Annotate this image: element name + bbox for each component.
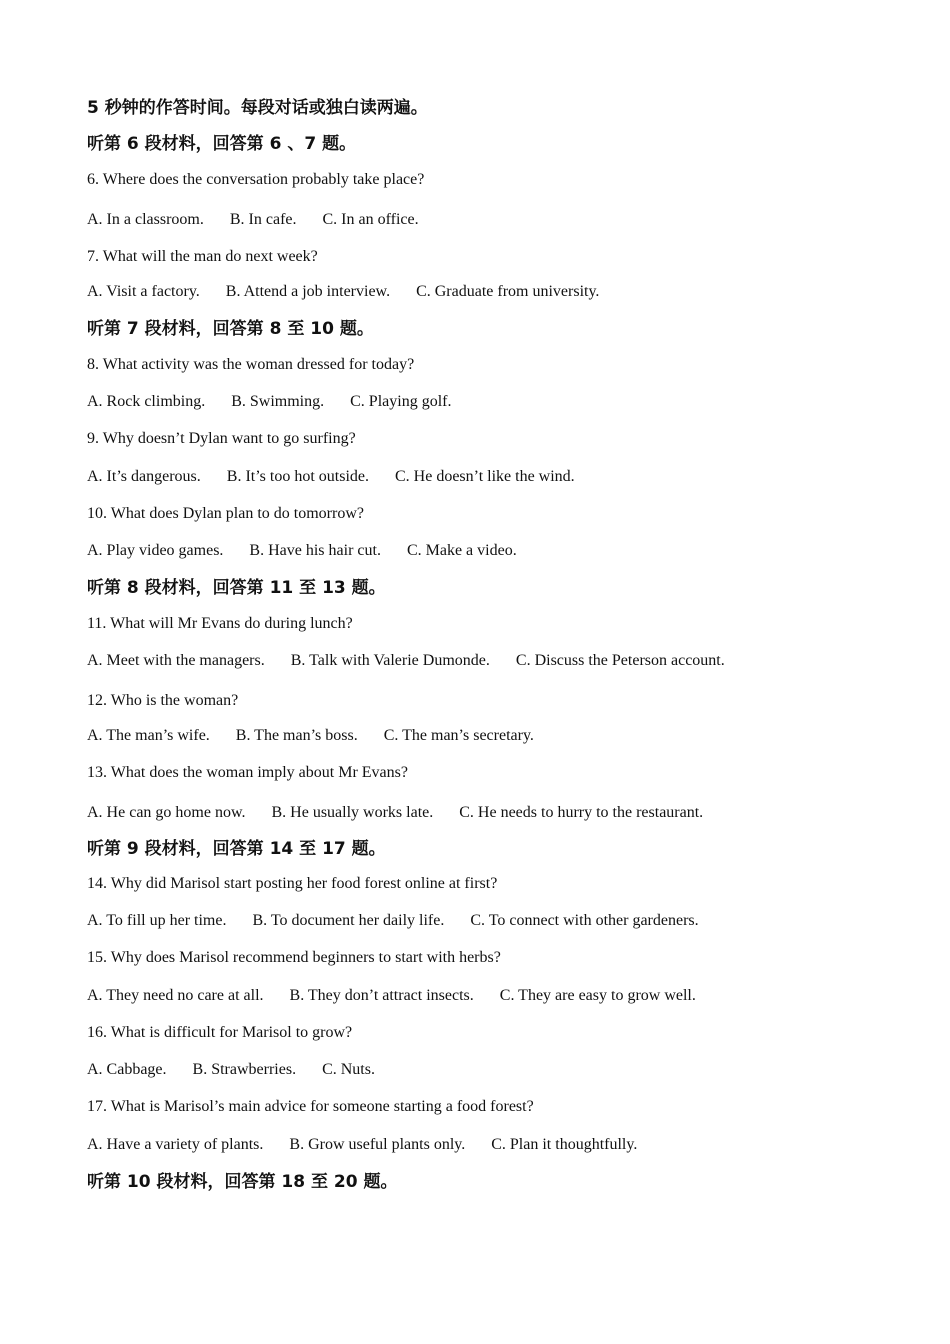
option-b: B. It’s too hot outside. <box>226 468 369 485</box>
option-c: C. Make a video. <box>406 542 517 559</box>
option-b: B. Strawberries. <box>192 1061 297 1078</box>
option-row <box>87 803 729 823</box>
question-text: 14. Why did Marisol start posting her food forest online at first? <box>87 875 498 892</box>
question-text: 8. What activity was the woman dressed for today? <box>87 356 415 373</box>
option-b: B. In cafe. <box>229 211 297 228</box>
question-text: 16. What is difficult for Marisol to grow? <box>87 1024 353 1041</box>
option-c: C. Nuts. <box>322 1061 375 1078</box>
question-text: 15. Why does Marisol recommend beginners to start with herbs? <box>87 949 501 966</box>
section-header: 听第 8 段材料，回答第 11 至 13 题。 <box>87 578 386 598</box>
section-header: 听第 10 段材料，回答第 18 至 20 题。 <box>87 1172 398 1192</box>
option-a: A. To fill up her time. <box>87 912 227 929</box>
option-row <box>87 210 445 230</box>
option-row <box>87 467 601 487</box>
option-row <box>87 541 543 561</box>
option-row <box>87 911 725 931</box>
question-text: 10. What does Dylan plan to do tomorrow? <box>87 505 364 522</box>
option-a: A. Play video games. <box>87 542 224 559</box>
option-c: C. The man’s secretary. <box>383 727 534 744</box>
option-a: A. Rock climbing. <box>87 393 206 410</box>
question-text: 7. What will the man do next week? <box>87 248 318 265</box>
option-row <box>87 282 625 302</box>
question-text: 17. What is Marisol’s main advice for someone starting a food forest? <box>87 1098 534 1115</box>
option-a: A. He can go home now. <box>87 804 246 821</box>
option-a: A. The man’s wife. <box>87 727 210 744</box>
question-text: 9. Why doesn’t Dylan want to go surfing? <box>87 430 356 447</box>
option-a: A. It’s dangerous. <box>87 468 201 485</box>
question-text: 6. Where does the conversation probably take place? <box>87 171 425 188</box>
option-b: B. He usually works late. <box>271 804 434 821</box>
option-b: B. To document her daily life. <box>252 912 445 929</box>
option-c: C. To connect with other gardeners. <box>470 912 699 929</box>
option-a: A. Have a variety of plants. <box>87 1136 264 1153</box>
option-row <box>87 726 560 746</box>
option-c: C. He doesn’t like the wind. <box>395 468 575 485</box>
option-c: C. Playing golf. <box>350 393 452 410</box>
option-b: B. Talk with Valerie Dumonde. <box>290 652 490 669</box>
option-b: B. Have his hair cut. <box>249 542 381 559</box>
question-text: 12. Who is the woman? <box>87 692 239 709</box>
option-a: A. Meet with the managers. <box>87 652 265 669</box>
question-text: 11. What will Mr Evans do during lunch? <box>87 615 353 632</box>
option-b: B. Attend a job interview. <box>225 283 391 300</box>
option-c: C. In an office. <box>322 211 419 228</box>
option-row <box>87 1060 401 1080</box>
option-row <box>87 1135 663 1155</box>
option-b: B. The man’s boss. <box>235 727 358 744</box>
option-row <box>87 651 751 671</box>
section-header: 听第 7 段材料，回答第 8 至 10 题。 <box>87 319 374 339</box>
option-c: C. He needs to hurry to the restaurant. <box>459 804 704 821</box>
option-c: C. Plan it thoughtfully. <box>491 1136 638 1153</box>
option-c: C. Graduate from university. <box>416 283 600 300</box>
option-a: A. In a classroom. <box>87 211 204 228</box>
option-a: A. Cabbage. <box>87 1061 167 1078</box>
section-header: 听第 9 段材料，回答第 14 至 17 题。 <box>87 839 386 859</box>
option-b: B. Grow useful plants only. <box>289 1136 466 1153</box>
option-a: A. Visit a factory. <box>87 283 200 300</box>
section-header: 听第 6 段材料，回答第 6 、7 题。 <box>87 134 357 154</box>
option-c: C. They are easy to grow well. <box>499 987 696 1004</box>
option-row <box>87 986 722 1006</box>
option-c: C. Discuss the Peterson account. <box>515 652 725 669</box>
option-row <box>87 392 477 412</box>
question-text: 13. What does the woman imply about Mr Evans? <box>87 764 408 781</box>
option-a: A. They need no care at all. <box>87 987 264 1004</box>
option-b: B. They don’t attract insects. <box>289 987 474 1004</box>
intro-text: 5 秒钟的作答时间。每段对话或独白读两遍。 <box>87 98 428 118</box>
option-b: B. Swimming. <box>231 393 325 410</box>
